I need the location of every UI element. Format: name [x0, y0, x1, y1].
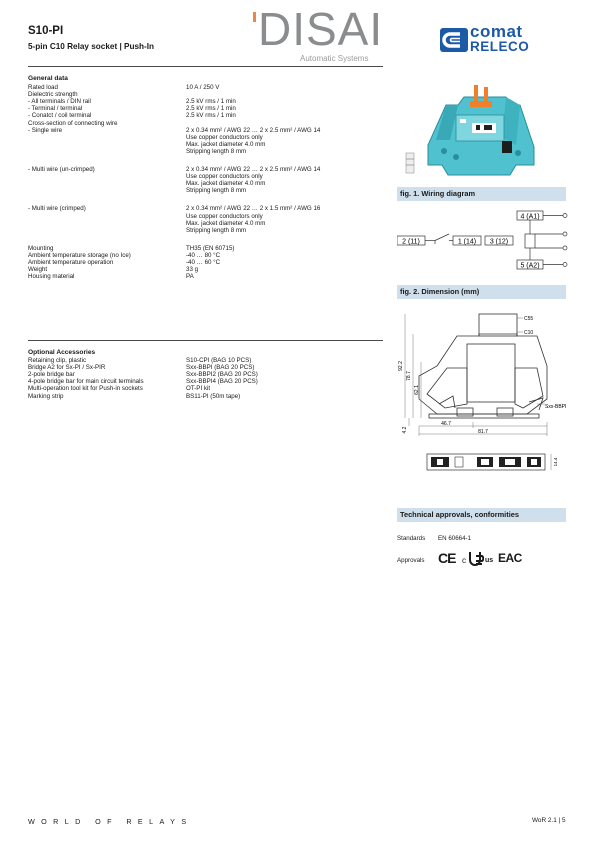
marker-strip — [406, 153, 414, 173]
footer-page-ref: WoR 2.1 | 5 — [532, 817, 566, 824]
spec-value: 2.5 kV rms / 1 min — [186, 105, 236, 113]
spec-label: - Multi wire (crimped) — [28, 205, 86, 213]
spec-value: S10-CPI (BAG 10 PCS) — [186, 357, 252, 364]
spec-value: Use copper conductors only — [186, 173, 263, 181]
dim-width-2: 81.7 — [478, 429, 488, 435]
spec-label: Ambient temperature operation — [28, 259, 114, 266]
spec-label: - Terminal / terminal — [28, 105, 83, 113]
terminal-3-label: 3 (12) — [489, 238, 509, 246]
standards-label: Standards — [397, 535, 426, 542]
spec-label: Marking strip — [28, 392, 64, 400]
socket-body — [428, 97, 534, 175]
label-c55: C55 — [524, 316, 534, 322]
terminal-1-label: 1 (14) — [457, 238, 477, 246]
disai-tagline: Automatic Systems — [300, 54, 369, 63]
spec-label: Weight — [28, 266, 48, 274]
spec-label: Dielectric strength — [28, 91, 78, 99]
spec-value: Stripping length 8 mm — [186, 147, 247, 155]
spec-value: 10 A / 250 V — [186, 84, 220, 91]
spec-label: - All terminals / DIN rail — [28, 98, 91, 106]
spec-value: TH35 (EN 60715) — [186, 244, 235, 252]
dim-height-total: 92.2 — [398, 361, 404, 371]
spec-value: Use copper conductors only — [186, 212, 263, 220]
fig1-title-bar: fig. 1. Wiring diagram — [397, 187, 566, 201]
spec-value: 2 x 0.34 mm² / AWG 22 … 2 x 2.5 mm² / AWG 14 — [186, 126, 321, 134]
header-rule — [28, 66, 383, 67]
relay-socket-product-image — [398, 85, 566, 185]
approvals-label: Approvals — [397, 557, 425, 564]
spec-value: Use copper conductors only — [186, 133, 263, 141]
spec-label: Multi-operation tool kit for Push-in sockets — [28, 385, 143, 393]
spec-label: Mounting — [28, 244, 54, 252]
accessories-title: Optional Accessories — [28, 349, 96, 356]
ul-c-mark: c — [462, 556, 466, 565]
spec-value: Max. jacket diameter 4.0 mm — [186, 180, 266, 188]
product-title: S10-PI — [28, 25, 64, 37]
spec-value: Sxx-BBPI (BAG 20 PCS) — [186, 364, 255, 372]
spec-value: 2.5 kV rms / 1 min — [186, 98, 236, 106]
terminal-5-label: 5 (A2) — [520, 262, 540, 270]
product-subtitle: 5-pin C10 Relay socket | Push-In — [28, 42, 155, 51]
terminal-2-label: 2 (11) — [402, 238, 420, 246]
terminal-4-label: 4 (A1) — [520, 213, 540, 221]
spec-value: Sxx-BBPI4 (BAG 20 PCS) — [186, 378, 258, 386]
spec-label: Cross-section of connecting wire — [28, 119, 118, 127]
standards-value: EN 60664-1 — [438, 535, 472, 542]
spec-value: Stripping length 8 mm — [186, 187, 247, 195]
orange-retaining-clip — [470, 85, 492, 107]
spec-label: Bridge A2 for Sx-PI / Sx-PIR — [28, 364, 106, 372]
spec-value: -40 … 80 °C — [186, 251, 221, 259]
dim-height-2: 78.7 — [406, 371, 412, 381]
section-rule — [28, 340, 383, 341]
spec-value: 2 x 0.34 mm² / AWG 22 … 2 x 2.5 mm² / AWG 14 — [186, 166, 321, 173]
spec-value: 33 g — [186, 266, 199, 274]
spec-value: Stripping length 8 mm — [186, 226, 247, 234]
spec-label: Ambient temperature storage (no Ice) — [28, 251, 131, 259]
ce-mark: CE — [438, 550, 456, 566]
label-sxx-bbpi: Sxx-BBPI — [545, 404, 567, 410]
spec-value: Sxx-BBPI2 (BAG 20 PCS) — [186, 371, 258, 379]
eac-mark: EAC — [498, 551, 522, 565]
dim-side: 14.4 — [553, 457, 558, 467]
spec-label: Rated load — [28, 84, 58, 91]
spec-value: Max. jacket diameter 4.0 mm — [186, 219, 266, 227]
comat-emblem-icon — [440, 28, 468, 52]
dim-height-3: 62.1 — [414, 385, 420, 395]
top-view — [427, 454, 551, 470]
approval-marks — [438, 548, 528, 568]
spec-value: -40 … 60 °C — [186, 259, 221, 266]
spec-label: Housing material — [28, 273, 75, 281]
spec-label: - Conatct / coil terminal — [28, 112, 92, 120]
spec-value: Max. jacket diameter 4.0 mm — [186, 140, 266, 148]
spec-label: - Single wire — [28, 126, 63, 134]
spec-label: 4-pole bridge bar for main circuit terminals — [28, 378, 144, 386]
spec-value: PA — [186, 273, 194, 281]
ul-us-mark: us — [485, 557, 494, 564]
wiring-diagram — [397, 206, 569, 276]
spec-label: 2-pole bridge bar — [28, 371, 75, 379]
spec-label: - Multi wire (un-crimped) — [28, 166, 95, 173]
label-c10: C10 — [524, 330, 534, 336]
disai-wordmark: DISAI — [258, 3, 384, 55]
dim-width-1: 46.7 — [441, 421, 451, 427]
dim-base: 4.2 — [402, 426, 408, 434]
approvals-title-bar: Technical approvals, conformities — [397, 508, 566, 522]
spec-value: OT-PI kit — [186, 385, 211, 393]
spec-value: 2.5 kV rms / 1 min — [186, 112, 236, 120]
spec-value: 2 x 0.34 mm² / AWG 22 … 2 x 1.5 mm² / AWG 16 — [186, 205, 321, 213]
releco-word: RELECO — [470, 39, 530, 54]
spec-value: BS11-PI (50m tape) — [186, 392, 241, 400]
general-data-title: General data — [28, 75, 68, 82]
footer-tagline: WORLD OF RELAYS — [28, 817, 193, 826]
dimension-drawing — [397, 304, 569, 484]
comat-word: comat — [470, 22, 523, 41]
ur-recognized-icon — [468, 550, 484, 566]
spec-label: Retaining clip, plastic — [28, 357, 87, 364]
fig2-title-bar: fig. 2. Dimension (mm) — [397, 285, 566, 299]
